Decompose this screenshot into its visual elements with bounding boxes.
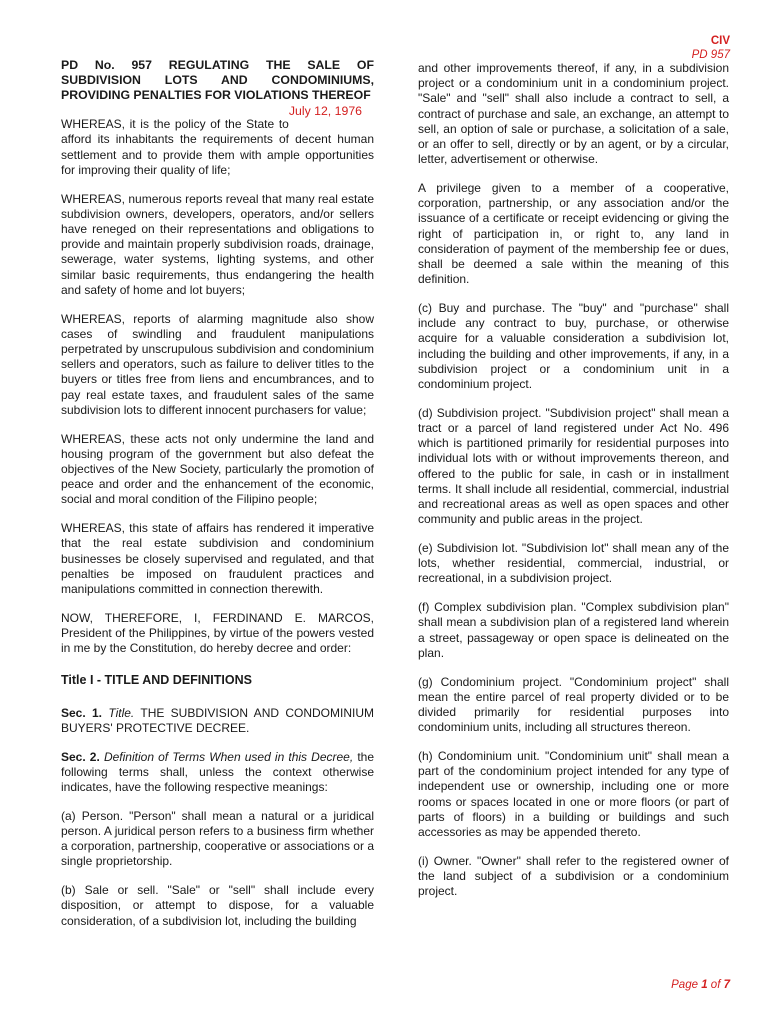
whereas-paragraph-3: WHEREAS, reports of alarming magnitude also show cases of swindling and fraudulent manipulations perpetrated by unscrupulous subdivision and condominium sellers and operators, such as failure to deliver titles to the buyers or titles free from liens and encumbrances, and to pay real estate taxes, and fraudulent sales of the same subdivision lots to different innocent purchasers for value; [61,311,374,417]
definition-g: (g) Condominium project. "Condominium project" shall mean the entire parcel of real property divided or to be divided primarily for residential purposes into condominium units, including all structures thereon. [418,674,729,735]
title-heading: Title I - TITLE AND DEFINITIONS [61,673,252,688]
document-title [61,58,374,118]
definition-b-continued: and other improvements thereof, if any, in a subdivision project or a condominium unit in a condominium project. "Sale" and "sell" shall also include a contract to sell, a contract of purchase and sale, an exchange, an attempt to sell, an option of sale or purchase, a solicitation of a sale, or an offer to sell, directly or by an agent, or by a circular, letter, advertisement or otherwise. [418,61,729,167]
definition-d: (d) Subdivision project. "Subdivision project" shall mean a tract or a parcel of land registered under Act No. 496 which is partitioned primarily for residential purposes into individual lots with or without improvements thereon, and offered to the public for sale, in cash or in installment terms. It shall include all residential, commercial, industrial and recreational areas as well as open spaces and other community and public areas in the project. [418,405,729,527]
page-footer [671,979,730,991]
whereas-paragraph-4: WHEREAS, these acts not only undermine the land and housing program of the government but also defeat the objectives of the New Society, particularly the promotion of peace and order and the enhancement of the economic, social and moral condition of the Filipino people; [61,431,374,507]
whereas-paragraph-1: WHEREAS, it is the policy of the State to afford its inhabitants the requirements of decent human settlement and to provide them with ample opportunities for improving their quality of life; [61,117,374,177]
section-2 [61,750,374,796]
category-code: CIV [710,35,730,47]
section-1-heading: Title. [108,705,135,720]
title-text: PD No. 957 REGULATING THE SALE OF SUBDIVISION LOTS AND CONDOMINIUMS, PROVIDING PENALTIES FOR VIOLATIONS THEREOF [61,58,374,103]
whereas-paragraph-5: WHEREAS, this state of affairs has rendered it imperative that the real estate subdivision and condominium businesses be closely supervised and regulated, and that penalties be imposed on fraudulent practices and manipulations committed in connection therewith. [61,521,374,597]
definition-e: (e) Subdivision lot. "Subdivision lot" shall mean any of the lots, whether residential, commercial, industrial, or recreational, in a subdivision project. [418,541,729,586]
section-1-text: THE SUBDIVISION AND CONDOMINIUM BUYERS' PROTECTIVE DECREE. [61,705,374,735]
section-2-label: Sec. 2. [61,749,100,764]
whereas-paragraph-2: WHEREAS, numerous reports reveal that many real estate subdivision owners, developers, operators, and/or sellers have reneged on their representations and obligations to provide and maintain properly subdivision roads, drainage, sewerage, water systems, lighting systems, and other similar basic requirements, thus endangering the health and safety of home and lot buyers; [61,191,374,297]
section-2-text: the following terms shall, unless the context otherwise indicates, have the following respective meanings: [61,749,375,795]
definition-b: (b) Sale or sell. "Sale" or "sell" shall include every disposition, or attempt to dispose, for a valuable consideration, of a subdivision lot, including the building [61,883,374,928]
definition-i: (i) Owner. "Owner" shall refer to the registered owner of the land subject of a subdivision or a condominium project. [418,853,729,899]
right-column [418,61,729,913]
definition-a: (a) Person. "Person" shall mean a natural or a juridical person. A juridical person refers to a business firm whether a corporation, partnership, cooperative or associations or a single proprietorship. [61,808,374,869]
decree-reference: PD 957 [691,49,730,61]
section-1-label: Sec. 1. [61,705,103,720]
page-word: Page [671,979,698,991]
of-word: of [710,979,721,991]
decree-date: July 12, 1976 [288,103,362,118]
definition-c: (c) Buy and purchase. The "buy" and "purchase" shall include any contract to buy, purchase, or otherwise acquire for a valuable consideration a subdivision lot, including the building and other improvements, if any, in a subdivision project or a condominium unit in a condominium project. [418,301,729,392]
section-2-heading: Definition of Terms When used in this Decree, [103,749,354,764]
privilege-paragraph: A privilege given to a member of a cooperative, corporation, partnership, or any association and/or the issuance of a certificate or receipt evidencing or giving the right of participation in, or right to, any land in consideration of payment of the membership fee or dues, shall be deemed a sale within the meaning of this definition. [418,181,729,287]
enacting-clause: NOW, THEREFORE, I, FERDINAND E. MARCOS, President of the Philippines, by virtue of the powers vested in me by the Constitution, do hereby decree and order: [61,610,374,656]
definition-h: (h) Condominium unit. "Condominium unit" shall mean a part of the condominium project intended for any type of independent use or ownership, including one or more rooms or spaces located in one or more floors (or part of parts of floors) in a building or buildings and such accessories as may be appended thereto. [418,749,729,840]
page-total: 7 [723,979,730,991]
definition-f: (f) Complex subdivision plan. "Complex subdivision plan" shall mean a subdivision plan of a registered land wherein a street, passageway or open space is delineated on the plan. [418,600,729,660]
left-column [61,58,374,942]
section-1 [61,706,374,736]
page-number: 1 [701,979,708,991]
document-header [692,34,730,62]
